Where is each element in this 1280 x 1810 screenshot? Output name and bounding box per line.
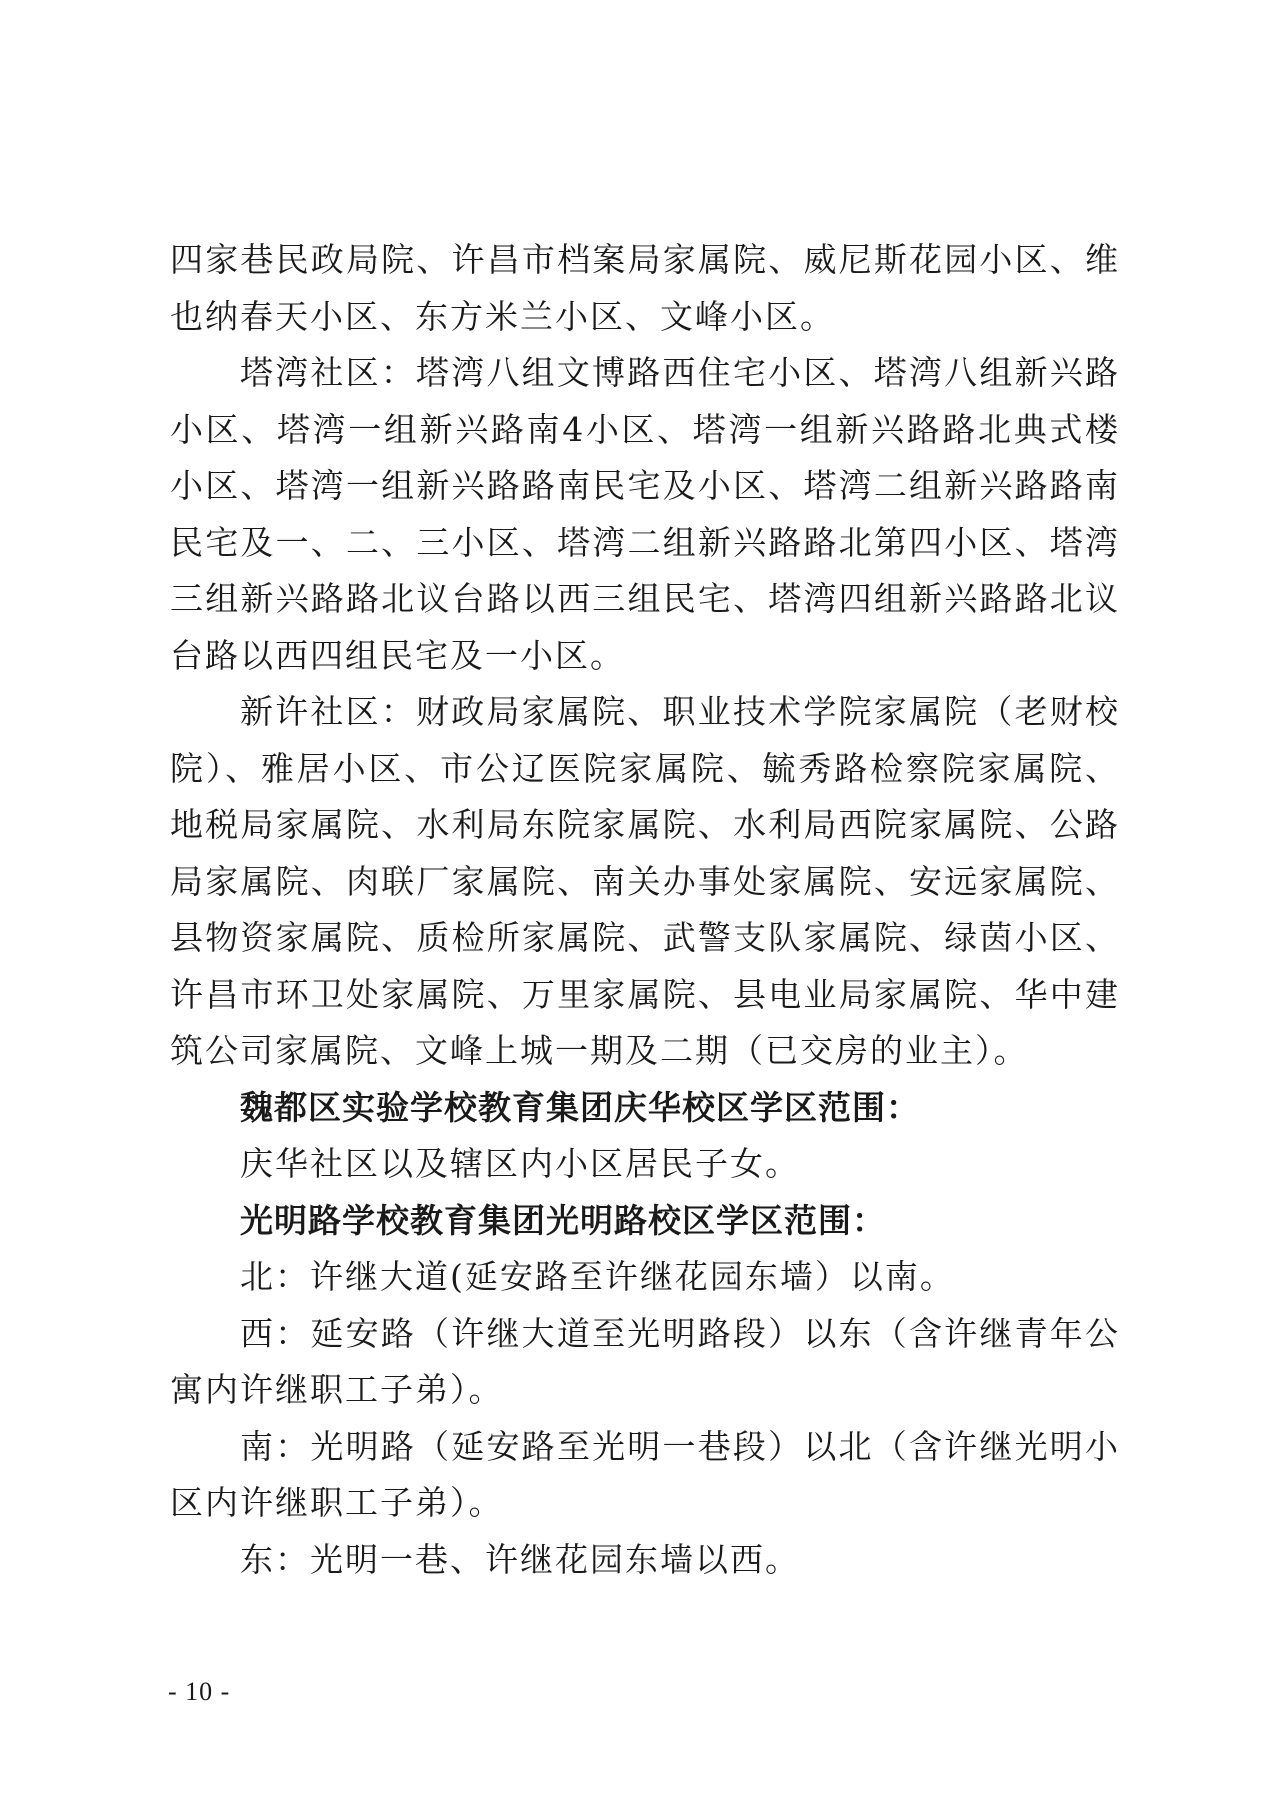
- paragraph-qinghua-scope: 庆华社区以及辖区内小区居民子女。: [240, 1144, 800, 1183]
- paragraph-south-boundary: 南：光明路（延安路至光明一巷段）以北（含许继光明小区内许继职工子弟）。: [170, 1426, 1120, 1522]
- heading-qinghua-campus: 魏都区实验学校教育集团庆华校区学区范围：: [240, 1087, 920, 1127]
- heading-guangminglu-campus: 光明路学校教育集团光明路校区学区范围：: [240, 1200, 886, 1240]
- document-body: [170, 232, 1120, 1588]
- paragraph-continued-list: 四家巷民政局院、许昌市档案局家属院、威尼斯花园小区、维也纳春天小区、东方米兰小区、文峰小区。: [170, 240, 1120, 336]
- paragraph-xinxu-community: 新许社区：财政局家属院、职业技术学院家属院（老财校院）、雅居小区、市公辽医院家属院、毓秀路检察院家属院、地税局家属院、水利局东院家属院、水利局西院家属院、公路局家属院、肉联厂家属院、南关办事处家属院、安远家属院、县物资家属院、质检所家属院、武警支队家属院、绿茵小区、许昌市环卫处家属院、万里家属院、县电业局家属院、华中建筑公司家属院、文峰上城一期及二期（已交房的业主）。: [170, 692, 1120, 1070]
- paragraph-tawan-community: 塔湾社区：塔湾八组文博路西住宅小区、塔湾八组新兴路小区、塔湾一组新兴路南4小区、塔湾一组新兴路路北典式楼小区、塔湾一组新兴路路南民宅及小区、塔湾二组新兴路路南民宅及一、二、三小区、塔湾二组新兴路路北第四小区、塔湾三组新兴路路北议台路以西三组民宅、塔湾四组新兴路路北议台路以西四组民宅及一小区。: [170, 353, 1120, 675]
- paragraph-north-boundary: 北：许继大道(延安路至许继花园东墙）以南。: [240, 1257, 955, 1296]
- paragraph-east-boundary: 东：光明一巷、许继花园东墙以西。: [240, 1539, 800, 1579]
- paragraph-west-boundary: 西：延安路（许继大道至光明路段）以东（含许继青年公寓内许继职工子弟）。: [170, 1313, 1120, 1409]
- page-number: - 10 -: [168, 1677, 231, 1706]
